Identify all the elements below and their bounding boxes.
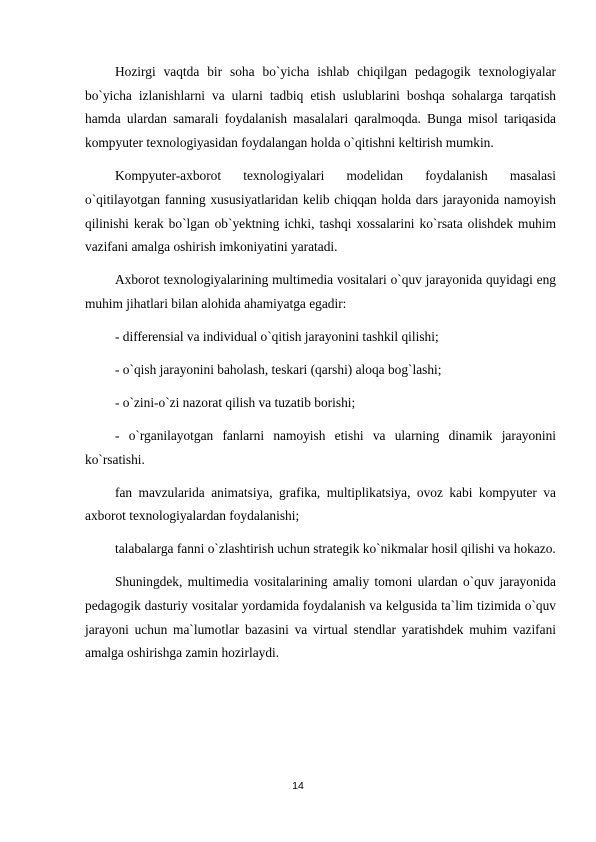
list-item-animatsiya: fan mavzularida animatsiya, grafika, multiplikatsiya, ovoz kabi kompyuter va axborot texnologiyalardan foydalanishi; (85, 484, 556, 524)
paragraph-multimedia-jihatlari: Axborot texnologiyalarining multimedia vositalari o`quv jarayonida quyidagi eng muhim jihatlari bilan alohida ahamiyatga egadir: (85, 272, 556, 311)
list-item-namoyish: - o`rganilayotgan fanlarni namoyish etishi va ularning dinamik jarayonini ko`rsatishi. (85, 427, 556, 467)
list-item-differensial: - differensial va individual o`qitish jarayonini tashkil qilishi; (115, 328, 439, 344)
paragraph-kompyuter-axborot: Kompyuter-axborot texnologiyalari modelidan foydalanish masalasi o`qitilayotgan fanning xususiyatlaridan kelib chiqqan holda dars jarayonida namoyish qilinishi kerak bo`lgan ob`yektning ichki, tashqi xossalarini ko`rsata olishdek muhim vazifani amalga oshirish imkoniyatini yaratadi. (85, 168, 556, 255)
list-item-baholash: - o`qish jarayonini baholash, teskari (qarshi) aloqa bog`lashi; (115, 361, 442, 377)
list-item-nazorat: - o`zini-o`zi nazorat qilish va tuzatib borishi; (115, 394, 356, 410)
document-page (85, 60, 556, 674)
page-number: 14 (292, 780, 304, 792)
paragraph-intro: Hozirgi vaqtda bir soha bo`yicha ishlab chiqilgan pedagogik texnologiyalar bo`yicha izlanishlarni va ularni tadbiq etish uslublarini boshqa sohalarga tarqatish hamda ulardan samarali foydalanish masalalari qaralmoqda. Bunga misol tariqasida kompyuter texnologiyasidan foydalangan holda o`qitishni keltirish mumkin. (85, 64, 556, 151)
list-item-konikmalar: talabalarga fanni o`zlashtirish uchun strategik ko`nikmalar hosil qilishi va hokazo. (115, 541, 556, 557)
paragraph-shuningdek: Shuningdek, multimedia vositalarining amaliy tomoni ulardan o`quv jarayonida pedagogik dasturiy vositalar yordamida foydalanish va kelgusida ta`lim tizimida o`quv jarayoni uchun ma`lumotlar bazasini va virtual stendlar yaratishdek muhim vazifani amalga oshirishga zamin hozirlaydi. (85, 574, 556, 661)
